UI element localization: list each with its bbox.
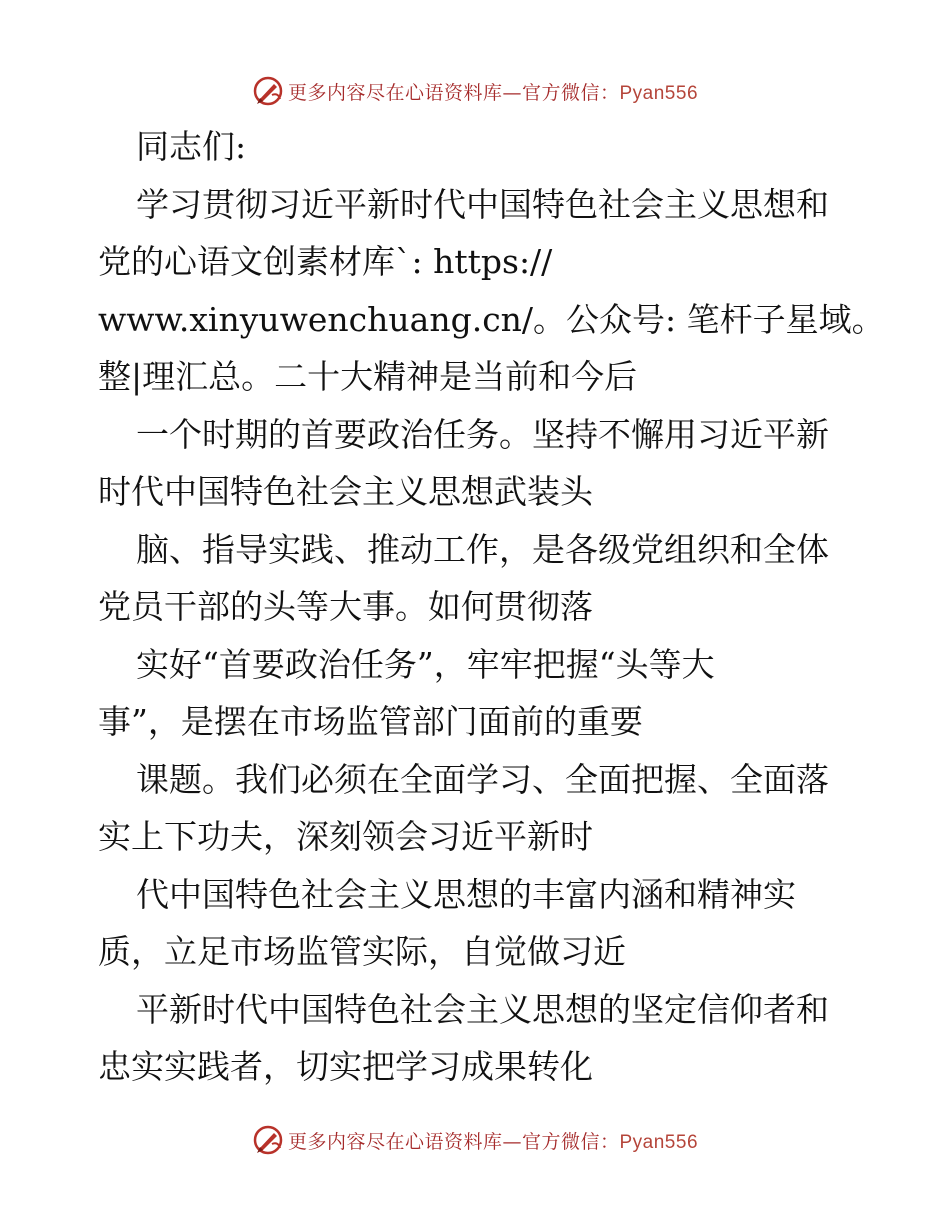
footer-banner-text: 更多内容尽在心语资料库—官方微信： <box>287 1130 620 1153</box>
body-line: 质，立足市场监管实际，自觉做习近 <box>98 932 626 971</box>
body-line: 一个时期的首要政治任务。坚持不懈用习近平新 <box>136 414 829 454</box>
body-line: 代中国特色社会主义思想的丰富内涵和精神实 <box>136 874 796 914</box>
pen-logo-icon <box>252 75 284 107</box>
header-banner-text: 更多内容尽在心语资料库—官方微信： <box>287 81 620 104</box>
body-line: 实上下功夫，深刻领会习近平新时 <box>98 817 593 856</box>
body-line: 事”，是摆在市场监管部门面前的重要 <box>98 702 643 741</box>
body-line: 党的心语文创素材库`: https:// <box>98 242 553 281</box>
body-line: 学习贯彻习近平新时代中国特色社会主义思想和 <box>136 184 829 224</box>
footer-wechat-id: Pyan556 <box>619 1131 699 1153</box>
body-line: 课题。我们必须在全面学习、全面把握、全面落 <box>136 759 829 799</box>
footer-watermark-banner <box>0 1120 950 1160</box>
body-line: 平新时代中国特色社会主义思想的坚定信仰者和 <box>136 989 829 1029</box>
pen-logo-icon <box>252 1124 284 1156</box>
body-line: 同志们: <box>136 127 247 166</box>
header-wechat-id: Pyan556 <box>619 82 699 104</box>
body-line: 整|理汇总。二十大精神是当前和今后 <box>98 357 638 396</box>
document-body <box>98 124 885 1102</box>
body-line: 时代中国特色社会主义思想武装头 <box>98 472 593 511</box>
body-line: www.xinyuwenchuang.cn/。公众号: 笔杆子星域。 <box>98 299 885 339</box>
body-line: 党员干部的头等大事。如何贯彻落 <box>98 587 593 626</box>
body-line: 忠实实践者，切实把学习成果转化 <box>98 1047 593 1086</box>
body-line: 脑、指导实践、推动工作，是各级党组织和全体 <box>136 529 829 569</box>
header-watermark-banner <box>0 71 950 111</box>
body-line: 实好“首要政治任务”，牢牢把握“头等大 <box>136 644 715 684</box>
